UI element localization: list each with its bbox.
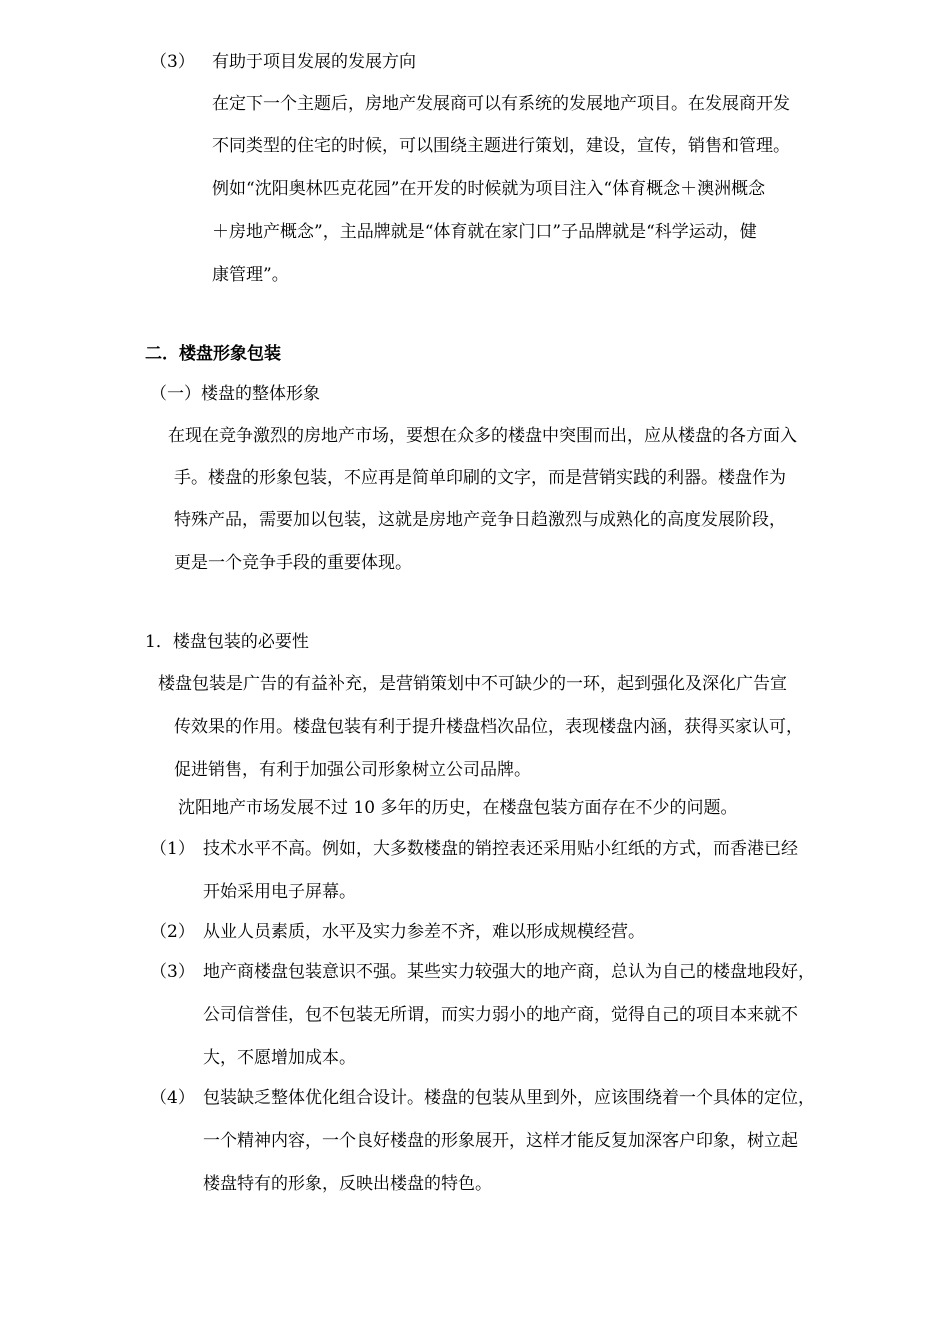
list-item-line: 技术水平不高。例如，大多数楼盘的销控表还采用贴小红纸的方式，而香港已经 [203,839,798,859]
list-number: （2） [150,922,195,942]
subsection-heading: （一）楼盘的整体形象 [150,384,320,404]
section-number: （3） [150,52,195,72]
list-number: （4） [150,1088,195,1108]
paragraph-line: 在现在竞争激烈的房地产市场，要想在众多的楼盘中突围而出，应从楼盘的各方面入 [168,426,797,446]
paragraph-line: 在定下一个主题后，房地产发展商可以有系统的发展地产项目。在发展商开发 [212,94,790,114]
paragraph-line: 更是一个竞争手段的重要体现。 [174,553,412,573]
paragraph-line: 手。楼盘的形象包装，不应再是简单印刷的文字，而是营销实践的利器。楼盘作为 [174,468,786,488]
section-title: 有助于项目发展的发展方向 [212,52,416,72]
paragraph-line: 楼盘包装是广告的有益补充，是营销策划中不可缺少的一环，起到强化及深化广告宣 [158,674,787,694]
list-item-line: 包装缺乏整体优化组合设计。楼盘的包装从里到外，应该围绕着一个具体的定位， [203,1088,815,1108]
list-item-line: 地产商楼盘包装意识不强。某些实力较强大的地产商，总认为自己的楼盘地段好， [203,962,815,982]
chapter-heading: 二．楼盘形象包装 [145,344,281,364]
paragraph-line: 例如“沈阳奥林匹克花园”在开发的时候就为项目注入“体育概念＋澳洲概念 [212,179,766,199]
paragraph-line: 促进销售，有利于加强公司形象树立公司品牌。 [174,760,531,780]
paragraph-line: 康管理”。 [212,265,289,285]
paragraph-line: 不同类型的住宅的时候，可以围绕主题进行策划，建设，宣传，销售和管理。 [212,136,790,156]
list-item-line: 开始采用电子屏幕。 [203,882,356,902]
list-item-line: 一个精神内容，一个良好楼盘的形象展开，这样才能反复加深客户印象，树立起 [203,1131,798,1151]
list-item-line: 大，不愿增加成本。 [203,1048,356,1068]
paragraph-line: 特殊产品，需要加以包装，这就是房地产竞争日趋激烈与成熟化的高度发展阶段， [174,510,786,530]
list-item-line: 楼盘特有的形象，反映出楼盘的特色。 [203,1174,492,1194]
paragraph-line: 传效果的作用。楼盘包装有利于提升楼盘档次品位，表现楼盘内涵，获得买家认可， [174,717,803,737]
list-number: （1） [150,839,195,859]
item-heading: 1．楼盘包装的必要性 [145,632,309,652]
list-item-line: 从业人员素质，水平及实力参差不齐，难以形成规模经营。 [203,922,645,942]
list-item-line: 公司信誉佳，包不包装无所谓，而实力弱小的地产商，觉得自己的项目本来就不 [203,1005,798,1025]
paragraph-line: ＋房地产概念”，主品牌就是“体育就在家门口”子品牌就是“科学运动，健 [212,222,757,242]
paragraph-line: 沈阳地产市场发展不过 10 多年的历史，在楼盘包装方面存在不少的问题。 [178,798,738,818]
list-number: （3） [150,962,195,982]
